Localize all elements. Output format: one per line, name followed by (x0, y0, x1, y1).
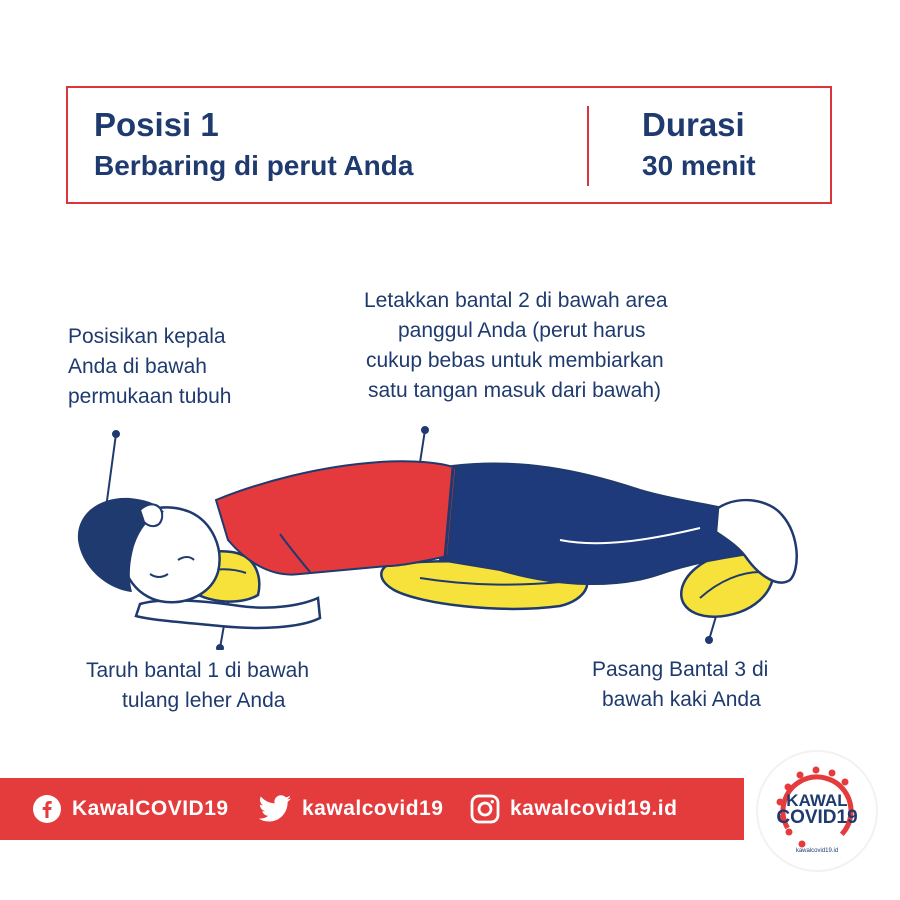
twitter-handle: kawalcovid19 (302, 797, 444, 820)
note-pillow-3-line: bawah kaki Anda (602, 688, 761, 711)
prone-position-illustration (0, 420, 900, 650)
note-pillow-2-line: panggul Anda (perut harus (398, 319, 646, 342)
position-title: Posisi 1 (94, 106, 219, 143)
note-pillow-3-line: Pasang Bantal 3 di (592, 658, 769, 681)
pointer-head (106, 434, 116, 508)
note-head-line: Posisikan kepala (68, 325, 226, 348)
info-header-box (66, 86, 832, 204)
header-divider (587, 106, 589, 186)
kawalcovid19-logo (758, 752, 876, 870)
note-head (68, 322, 231, 412)
facebook-handle: KawalCOVID19 (72, 797, 229, 820)
position-description: Berbaring di perut Anda (94, 150, 414, 181)
social-footer-bar (0, 778, 744, 840)
note-pillow-1-line: Taruh bantal 1 di bawah (86, 659, 309, 682)
note-pillow-2-line: Letakkan bantal 2 di bawah area (364, 289, 668, 312)
note-pillow-2 (364, 286, 668, 406)
logo-text-covid19: COVID19 (776, 807, 858, 828)
facebook-link[interactable] (32, 778, 229, 840)
duration-value: 30 menit (642, 150, 756, 181)
note-pillow-1 (86, 656, 309, 716)
shirt (216, 461, 456, 574)
logo-url: kawalcovid19.id (795, 848, 839, 854)
note-head-line: permukaan tubuh (68, 385, 232, 408)
twitter-icon (258, 795, 292, 823)
logo-text-kawal: KAWAL (786, 791, 848, 810)
note-pillow-3 (592, 655, 768, 715)
instagram-link[interactable] (470, 778, 677, 840)
instagram-icon (470, 794, 500, 824)
duration-title: Durasi (642, 106, 745, 143)
note-head-line: Anda di bawah (68, 355, 207, 378)
note-pillow-1-line: tulang leher Anda (122, 689, 286, 712)
twitter-link[interactable] (258, 778, 443, 840)
note-pillow-2-line: satu tangan masuk dari bawah) (368, 379, 662, 402)
note-pillow-2-line: cukup bebas untuk membiarkan (366, 349, 664, 372)
head (78, 498, 220, 602)
facebook-icon (32, 794, 62, 824)
instagram-handle: kawalcovid19.id (510, 797, 678, 820)
